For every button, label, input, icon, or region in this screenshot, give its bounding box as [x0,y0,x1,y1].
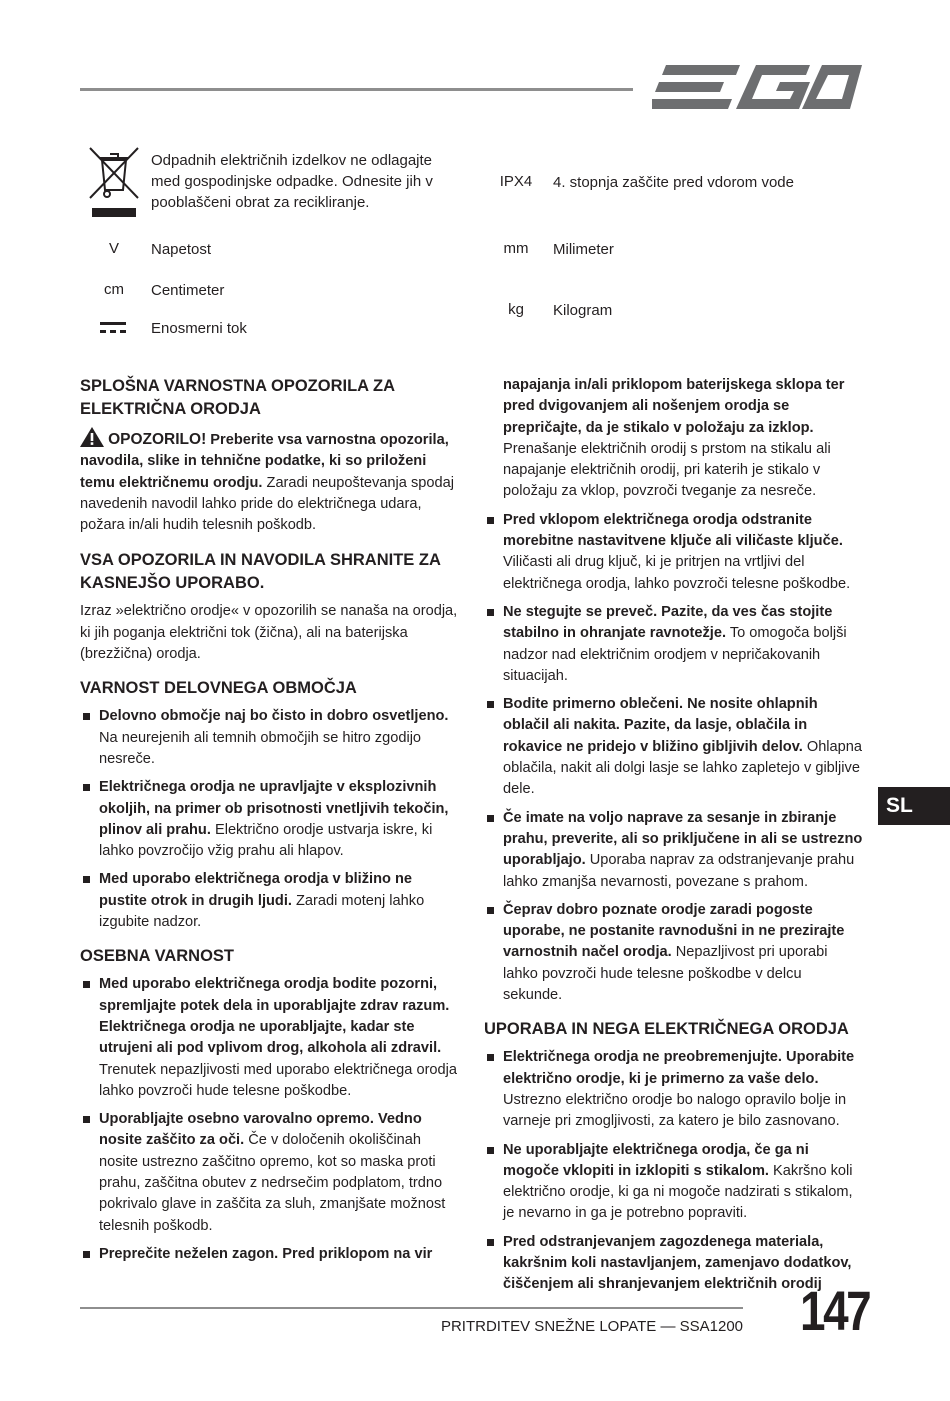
paragraph: Izraz »električno orodje« v opozorilih se nanaša na orodja, ki jih poganja električni tok (žična), ali na baterijska (brezžična) orodja. [80,603,458,663]
list-item: Čeprav dobro poznate orodje zaradi pogoste uporabe, ne postanite ravnodušni in ne prezirajte varnostnih načel orodja. Nepazljivost pri uporabi lahko povzroči hude telesne poškodbe v delcu sekunde. [484,900,864,1006]
list-item: Pred odstranjevanjem zagozdenega materiala, kakršnim koli nastavljanjem, zamenjavo dodatkov, čiščenjem ali shranjevanjem električnih orodij [484,1232,864,1296]
section-heading: SPLOŠNA VARNOSTNA OPOZORILA ZA ELEKTRIČNA ORODJA [80,377,396,418]
section-heading: VSA OPOZORILA IN NAVODILA SHRANITE ZA KASNEJŠO UPORABO. [80,551,441,593]
weee-text-line: Odpadnih električnih izdelkov ne odlagajte [151,152,433,169]
dc-current-icon [100,322,128,341]
list-item: Preprečite neželen zagon. Pred priklopom na vir [80,1244,460,1265]
weee-icon [88,146,140,225]
ipx4-text: 4. stopnja zaščite pred vdorom vode [553,174,794,191]
page-number: 147 [800,1279,870,1342]
left-column [80,375,460,1265]
list-item: Med uporabo električnega orodja bodite pozorni, spremljajte potek dela in uporabljajte zdrav razum. Električnega orodja ne uporabljajte, kadar ste utrujeni ali pod vplivom drog, alkohola ali zdravil. Trenutek nepazljivosti med uporabo električnega orodja lahko povzroči hude telesne poškodbe. [80,974,460,1102]
list-item: Med uporabo električnega orodja v bližino ne pustite otrok in drugih ljudi. Zaradi motenj lahko izgubite nadzor. [80,869,460,933]
section-heading: VARNOST DELOVNEGA OBMOČJA [80,679,357,698]
weee-text-line: pooblaščeni obrat za recikliranje. [151,194,370,211]
language-tab: SL [878,787,950,825]
weee-text-line: med gospodinjske odpadke. Odnesite jih v [151,173,433,190]
kg-symbol: kg [508,301,524,318]
list-item-continued: napajanja in/ali priklopom baterijskega sklopa ter pred dvigovanjem ali nošenjem orodja se prepričajte, da je stikalo v položaju za izklop. Prenašanje električnih orodij s prstom na stikalu ali napajanje električnih orodij, pri katerih je stikalo v položaju za vklop, povzroči tveganje za nesreče. [503,377,845,500]
footer-title: PRITRDITEV SNEŽNE LOPATE — SSA1200 [440,1318,743,1335]
list-item: Bodite primerno oblečeni. Ne nosite ohlapnih oblačil ali nakita. Pazite, da lasje, oblačila in rokavice ne pridejo v bližino gibljivih delov. Ohlapna oblačila, nakit ali dolgi lasje se lahko zapletejo v gibljive dele. [484,694,864,800]
list-item: Električnega orodja ne preobremenjujte. Uporabite električno orodje, ki je primerno za vaše delo. Ustrezno električno orodje bo nalogo opravilo bolje in varneje pri zmogljivosti, za katero je bilo zasnovano. [484,1047,864,1132]
volt-text: Napetost [151,241,212,258]
header-rule [80,88,633,91]
ipx4-symbol: IPX4 [499,173,533,190]
list-item: Ne uporabljajte električnega orodja, če ga ni mogoče vklopiti in izklopiti s stikalom. Kakršno koli električno orodje, ki ga ni mogoče nadzirati s stikalom, je nevarno in ga je potrebno popraviti. [484,1140,864,1225]
section-heading: UPORABA IN NEGA ELEKTRIČNEGA ORODJA [484,1020,849,1039]
footer-rule [80,1307,743,1309]
mm-symbol: mm [503,240,529,257]
list-item: Ne stegujte se preveč. Pazite, da ves čas stojite stabilno in ohranjate ravnotežje. To omogoča boljši nadzor nad električnim orodjem v nepričakovanih situacijah. [484,602,864,687]
list-item: Pred vklopom električnega orodja odstranite morebitne nastavitvene ključe ali viličaste ključe. Viličasti ali drug ključ, ki je pritrjen na vrtljivi del električnega orodja, lahko povzroči telesne poškodbe. [484,510,864,595]
kg-text: Kilogram [553,302,613,319]
cm-symbol: cm [104,281,124,298]
list-item: Električnega orodja ne upravljajte v eksplozivnih okoljih, na primer ob prisotnosti vnetljivih tekočin, plinov ali prahu. Električno orodje ustvarja iskre, ki lahko povzročijo vžig prahu ali hlapov. [80,777,460,862]
list-item: Uporabljajte osebno varovalno opremo. Vedno nosite zaščito za oči. Če v določenih okoliščinah nosite ustrezno zaščitno opremo, kot so maska proti prahu, zaščitna obutev z nedrsečim podplatom, trdno pokrivalo glave in zaščita za sluh, zmanjšate možnost telesnih poškodb. [80,1109,460,1237]
section-heading: OSEBNA VARNOST [80,947,235,966]
warning-triangle-icon [80,432,104,448]
mm-text: Milimeter [553,241,614,258]
right-column [484,375,864,1296]
list-item: Delovno območje naj bo čisto in dobro osvetljeno. Na neurejenih ali temnih območjih se hitro zgodijo nesreče. [80,706,460,770]
list-item: Če imate na voljo naprave za sesanje in zbiranje prahu, preverite, ali so priključene in ali se ustrezno uporabljajo. Uporaba naprav za odstranjevanje prahu lahko zmanjša nevarnosti, povezane s prahom. [484,808,864,893]
cm-text: Centimeter [151,282,225,299]
warning-paragraph: OPOZORILO! Preberite vsa varnostna opozorila, navodila, slike in tehnične podatke, ki so priloženi temu električnemu orodju. Zaradi neupoštevanja spodaj navedenih navodil lahko pride do električnega udara, požara in/ali hudih telesnih poškodb. [80,427,460,536]
volt-symbol: V [108,240,119,257]
ego-logo [652,63,862,116]
dc-text: Enosmerni tok [151,320,247,337]
